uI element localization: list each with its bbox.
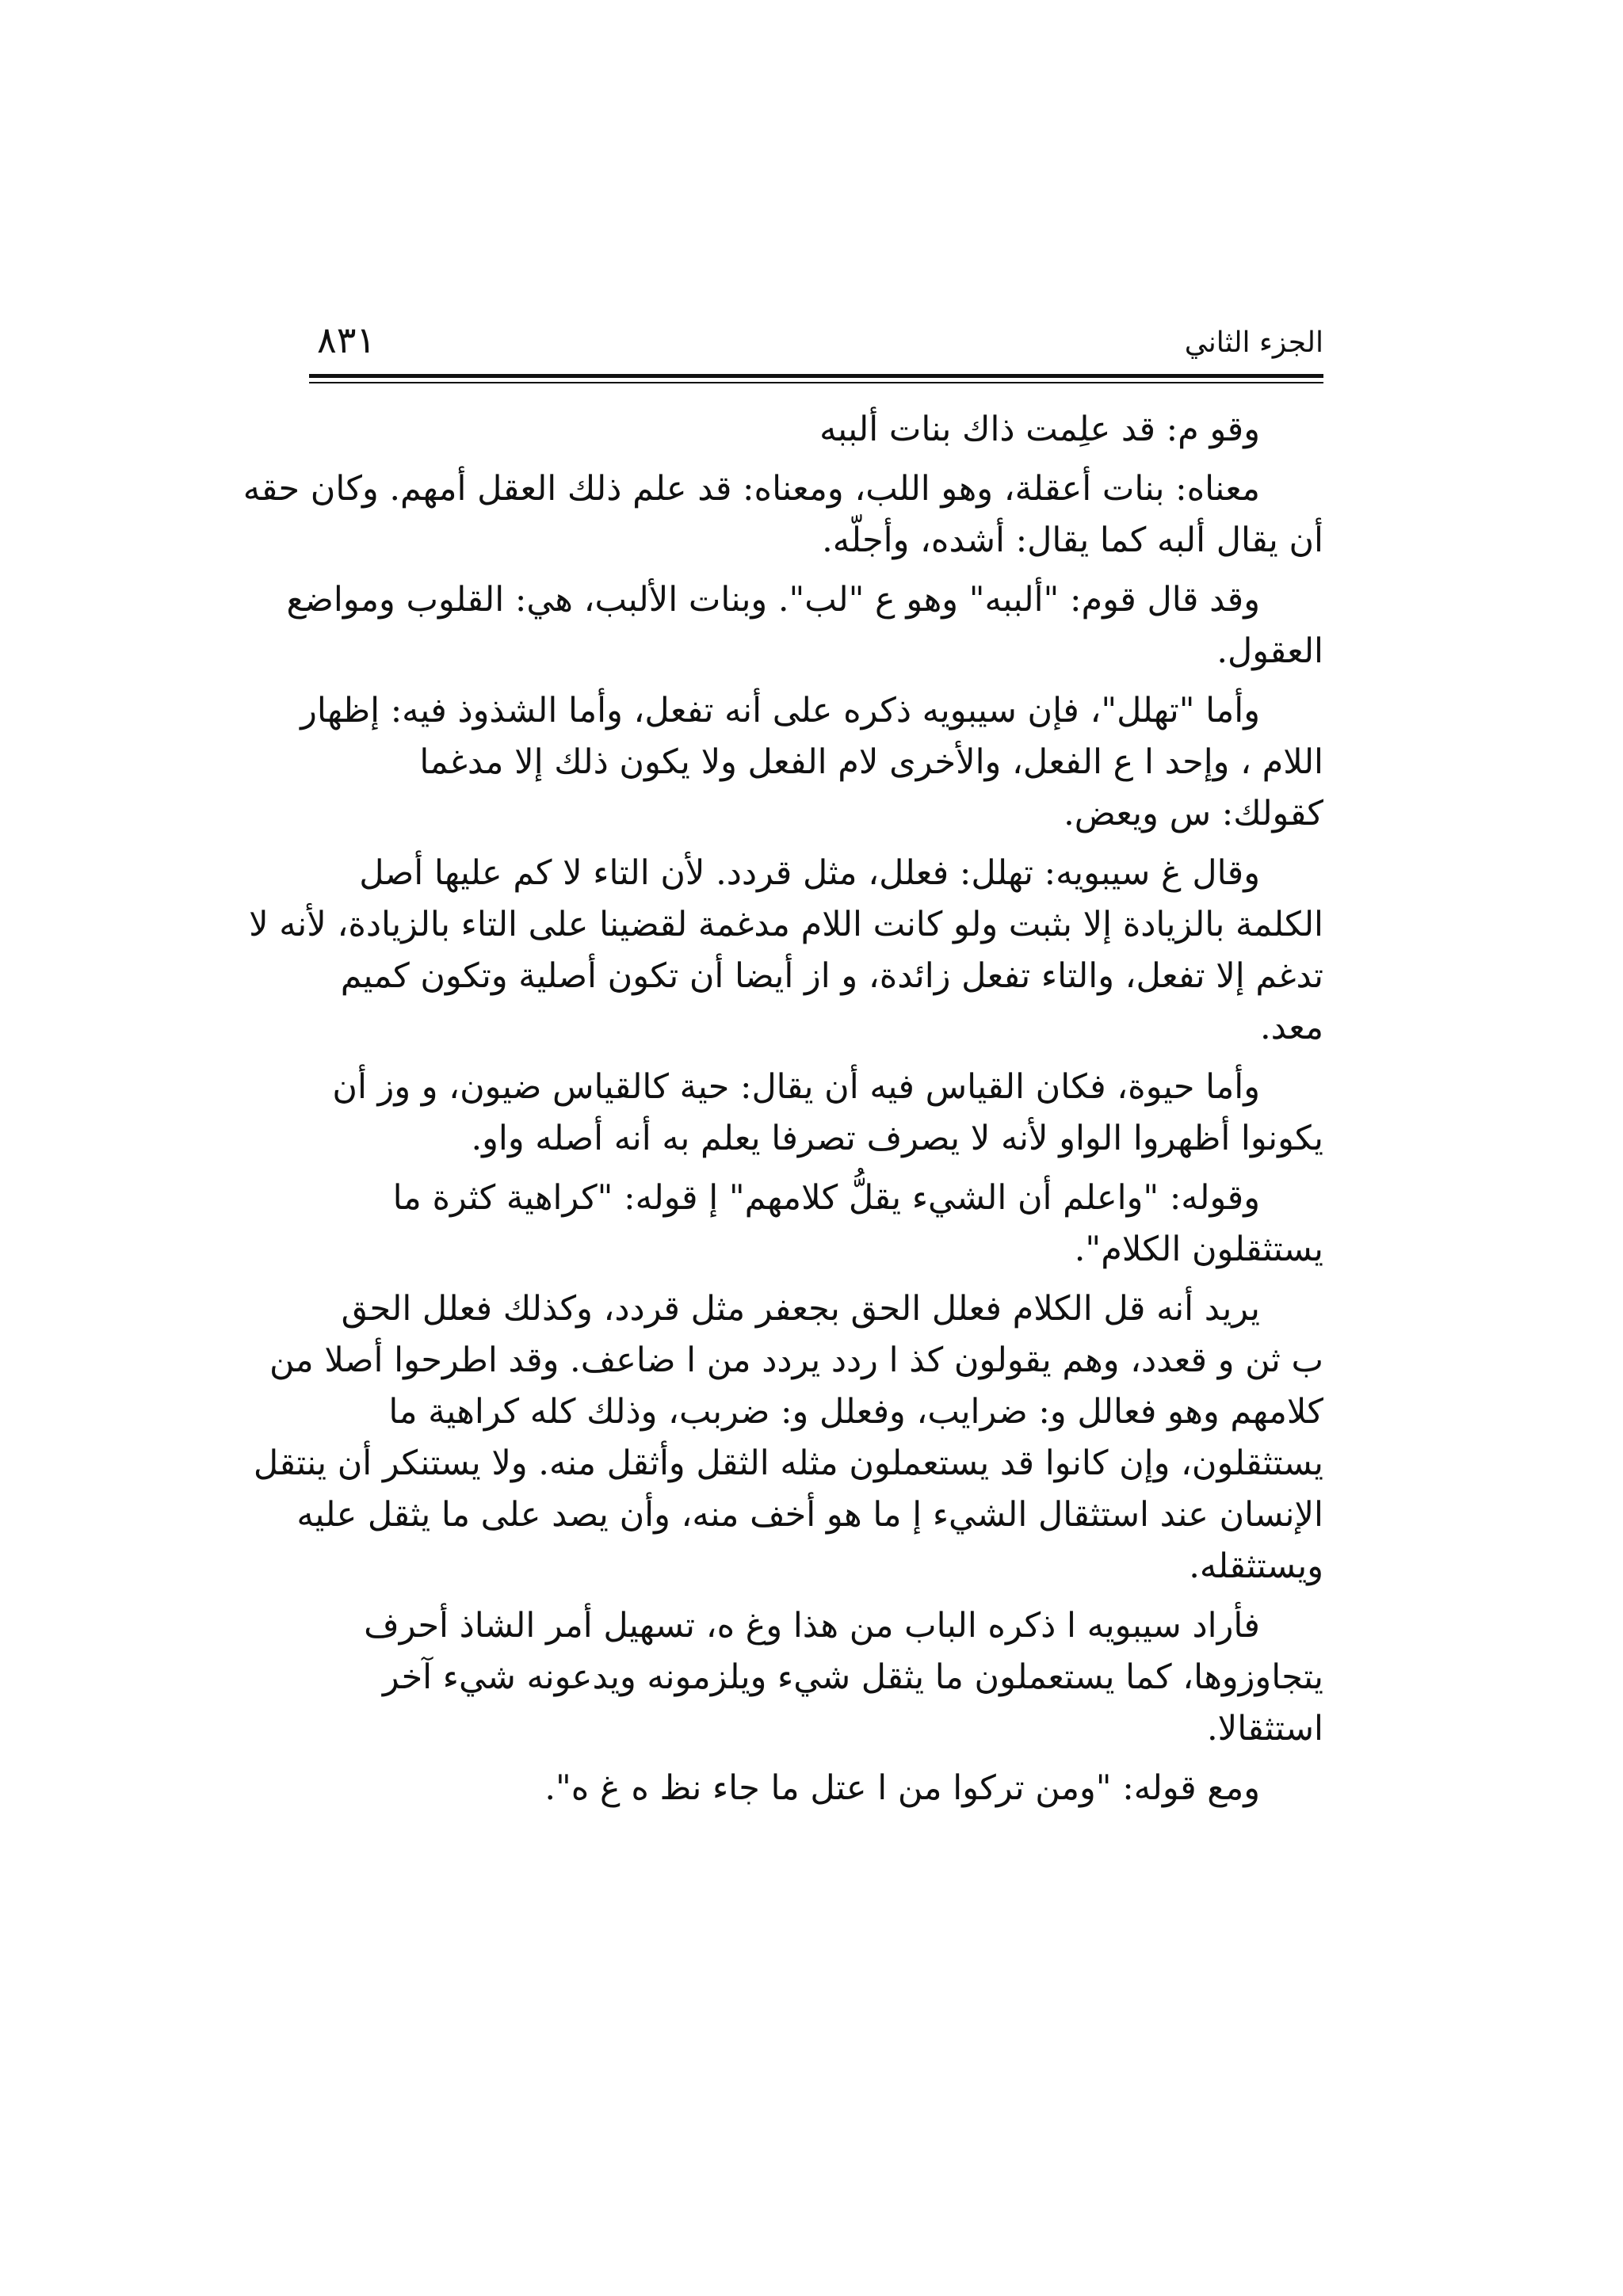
paragraph (242, 463, 1323, 566)
text-line: وقوله: "واعلم أن الشيء يقلُّ كلامهم" إ قوله: "كراهية كثرة ما (392, 1178, 1260, 1218)
paragraph (309, 1600, 1323, 1755)
paragraph (309, 1763, 1323, 1814)
text-line: معد. (1259, 1008, 1323, 1047)
header-title: الجزء الثاني (1184, 326, 1323, 359)
text-line: وقو م: قد علِمت ذاك بنات ألببه (819, 410, 1260, 449)
text-line: استثقالا. (1207, 1709, 1323, 1749)
header-rule-thick (309, 374, 1323, 378)
text-line: اللام ، وإحد ا ع الفعل، والأخرى لام الفعل ولا يكون ذلك إلا مدغما (419, 742, 1323, 782)
paragraph (286, 574, 1323, 677)
text-line: يريد أنه قل الكلام فعلل الحق بجعفر مثل قردد، وكذلك فعلل الحق (341, 1289, 1260, 1329)
text-line: العقول. (1216, 631, 1323, 671)
paragraph (249, 848, 1323, 1054)
text-line: ويستثقله. (1189, 1547, 1323, 1586)
paragraph (309, 1062, 1323, 1165)
text-line: الإنسان عند استثقال الشيء إ ما هو أخف منه، وأن يصد على ما يثقل عليه (296, 1495, 1323, 1535)
text-line: يتجاوزوها، كما يستعملون ما يثقل شيء ويلزمونه ويدعونه شيء آخر (382, 1657, 1323, 1697)
text-line: ب ثن و قعدد، وهم يقولون كذ ا ردد يردد من ا ضاعف. وقد اطرحوا أصلا من (269, 1341, 1323, 1380)
text-line: أن يقال ألبه كما يقال: أشده، وأجلّه. (822, 521, 1323, 560)
paragraph (309, 1173, 1323, 1276)
text-line: وأما حيوة، فكان القياس فيه أن يقال: حية كالقياس ضيون، و وز أن (332, 1067, 1260, 1107)
page-header (309, 317, 1323, 372)
text-line: الكلمة بالزيادة إلا بثبت ولو كانت اللام مدغمة لقضينا على التاء بالزيادة، لأنه لا (249, 905, 1323, 944)
paragraph (300, 685, 1323, 840)
header-rule-thin (309, 382, 1323, 383)
text-line: معناه: بنات أعقلة، وهو اللب، ومعناه: قد علم ذلك العقل أمهم. وكان حقه (242, 469, 1260, 509)
text-line: وأما "تهلل"، فإن سيبويه ذكره على أنه تفعل، وأما الشذوذ فيه: إظهار (300, 691, 1260, 730)
text-line: فأراد سيبويه ا ذكره الباب من هذا وغ ه، تسهيل أمر الشاذ أحرف (364, 1606, 1260, 1646)
text-line: وقال غ سيبويه: تهلل: فعلل، مثل قردد. لأن التاء لا كم عليها أصل (359, 853, 1260, 893)
paragraph (253, 1283, 1323, 1592)
page-number: ٨٣١ (317, 318, 376, 361)
text-line: كقولك: س ويعض. (1064, 794, 1323, 833)
text-line: يكونوا أظهروا الواو لأنه لا يصرف تصرفا يعلم به أنه أصله واو. (471, 1119, 1323, 1158)
text-line: وقد قال قوم: "ألببه" وهو ع "لب". وبنات الألبب، هي: القلوب ومواضع (286, 580, 1260, 620)
body-text (242, 404, 1323, 1814)
text-line: ومع قوله: "ومن تركوا من ا عتل ما جاء نظ ه غ ه". (544, 1768, 1260, 1808)
text-line: كلامهم وهو فعالل و: ضرايب، وفعلل و: ضربب، وذلك كله كراهية ما (388, 1392, 1323, 1432)
paragraph (309, 404, 1323, 456)
text-line: يستثقلون، وإن كانوا قد يستعملون مثله الثقل وأثقل منه. ولا يستنكر أن ينتقل (253, 1444, 1323, 1483)
text-line: تدغم إلا تفعل، والتاء تفعل زائدة، و از أيضا أن تكون أصلية وتكون كميم (340, 956, 1323, 996)
text-line: يستثقلون الكلام". (1074, 1230, 1323, 1269)
